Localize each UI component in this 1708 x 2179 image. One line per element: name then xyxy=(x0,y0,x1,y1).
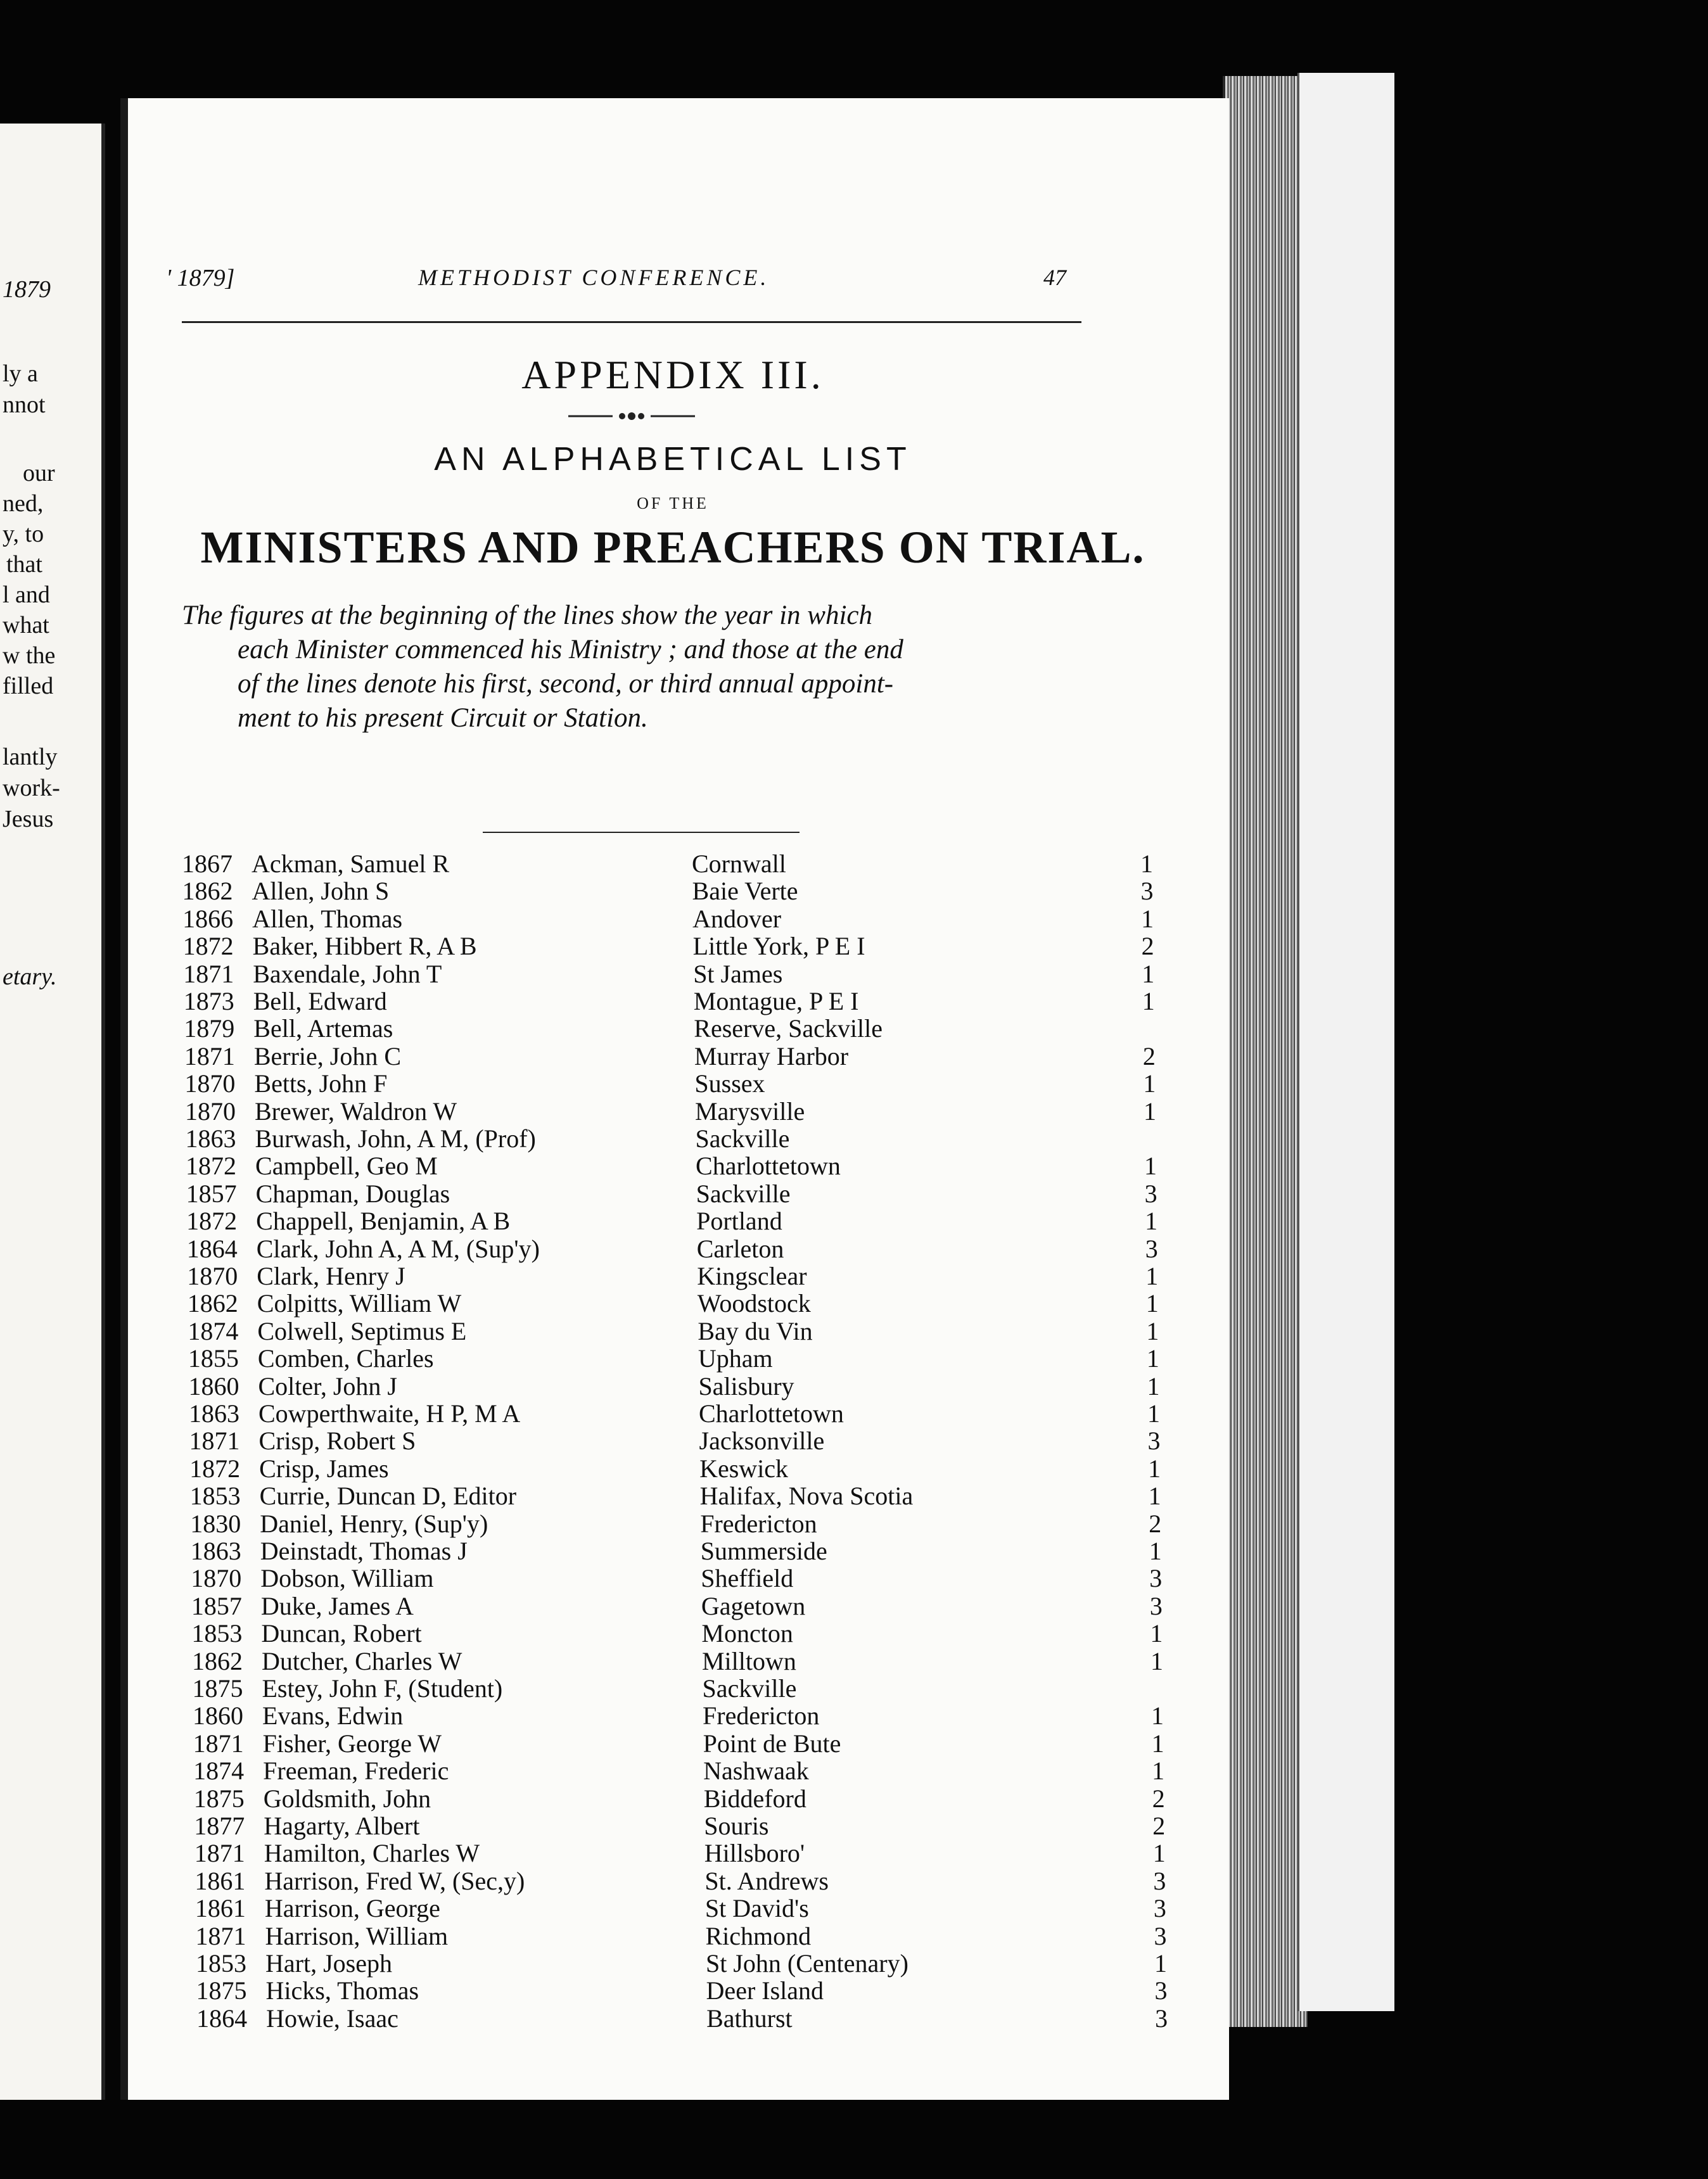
entry-name: Allen, Thomas xyxy=(252,904,403,933)
list-item xyxy=(191,1563,1179,1591)
entry-place: Salisbury xyxy=(698,1371,794,1401)
entry-name: Estey, John F, (Student) xyxy=(262,1674,503,1703)
entry-year: 1872 xyxy=(182,932,234,961)
entry-appointment-number: 1 xyxy=(1146,1316,1159,1345)
list-item xyxy=(195,1893,1183,1921)
entry-name: Colwell, Septimus E xyxy=(257,1316,467,1345)
entry-place: Deer Island xyxy=(706,1976,824,2005)
list-item xyxy=(185,1096,1173,1124)
entry-year: 1861 xyxy=(194,1866,246,1895)
left-page-fragment: work- xyxy=(3,775,60,801)
entry-place: Murray Harbor xyxy=(694,1041,849,1070)
entry-name: Bell, Artemas xyxy=(253,1014,393,1043)
list-item xyxy=(186,1124,1174,1151)
entry-year: 1863 xyxy=(190,1537,241,1565)
intro-line: The figures at the beginning of the lines show the year in which xyxy=(182,600,873,630)
list-item xyxy=(188,1344,1176,1371)
list-item xyxy=(186,1206,1175,1236)
intro-line: of the lines denote his first, second, or third annual appoint- xyxy=(238,669,894,699)
entry-year: 1871 xyxy=(189,1426,240,1456)
left-page-fragment: what xyxy=(3,612,49,638)
entry-name: Brewer, Waldron W xyxy=(254,1096,457,1126)
list-item xyxy=(184,1069,1173,1096)
entry-year: 1862 xyxy=(191,1646,243,1675)
entry-appointment-number: 1 xyxy=(1141,904,1154,933)
list-item xyxy=(189,1454,1178,1481)
entry-name: Dutcher, Charles W xyxy=(261,1646,462,1675)
of-the-line: OF THE xyxy=(637,494,709,512)
entry-appointment-number: 1 xyxy=(1148,1482,1161,1511)
entry-appointment-number: 3 xyxy=(1153,1866,1166,1895)
list-item xyxy=(196,1948,1184,1976)
entry-name: Hamilton, Charles W xyxy=(264,1839,480,1868)
entry-name: Dobson, William xyxy=(260,1564,434,1593)
list-item xyxy=(194,1811,1182,1838)
entry-place: Bathurst xyxy=(706,2004,793,2033)
entry-name: Crisp, Robert S xyxy=(258,1426,416,1456)
entry-appointment-number: 1 xyxy=(1152,1757,1165,1786)
entry-place: Carleton xyxy=(696,1234,784,1263)
entry-name: Ackman, Samuel R xyxy=(252,849,450,878)
entry-place: Andover xyxy=(692,904,782,933)
list-subtitle: AN ALPHABETICAL LIST xyxy=(434,441,912,478)
entry-appointment-number: 1 xyxy=(1144,1152,1157,1181)
entry-place: Nashwaak xyxy=(703,1757,809,1786)
entry-appointment-number: 3 xyxy=(1149,1591,1163,1620)
entry-year: 1862 xyxy=(187,1289,238,1318)
list-item xyxy=(187,1261,1175,1288)
entry-year: 1870 xyxy=(184,1069,236,1098)
list-item xyxy=(196,2004,1185,2031)
entry-place: Sackville xyxy=(696,1179,791,1208)
entry-appointment-number: 1 xyxy=(1146,1344,1159,1373)
entry-appointment-number: 1 xyxy=(1154,1949,1167,1978)
entry-name: Burwash, John, A M, (Prof) xyxy=(255,1124,536,1153)
list-item xyxy=(189,1481,1178,1511)
entry-name: Duke, James A xyxy=(260,1591,414,1620)
list-item xyxy=(193,1729,1182,1756)
list-item xyxy=(193,1701,1181,1731)
list-item xyxy=(182,931,1171,961)
entry-name: Crisp, James xyxy=(259,1454,389,1483)
entry-year: 1853 xyxy=(189,1482,241,1511)
list-item xyxy=(184,986,1172,1013)
intro-rule xyxy=(483,832,800,833)
entry-place: Upham xyxy=(698,1344,773,1373)
entry-name: Harrison, Fred W, (Sec,y) xyxy=(264,1866,525,1895)
entry-name: Comben, Charles xyxy=(257,1344,434,1373)
entry-year: 1862 xyxy=(182,877,233,906)
entry-name: Colpitts, William W xyxy=(257,1289,462,1318)
entry-place: Woodstock xyxy=(697,1289,811,1318)
list-item xyxy=(184,1041,1173,1069)
entry-place: Fredericton xyxy=(703,1701,820,1731)
entry-name: Hicks, Thomas xyxy=(265,1976,419,2005)
list-item xyxy=(182,904,1171,931)
list-item xyxy=(189,1399,1177,1426)
entry-year: 1861 xyxy=(194,1894,246,1923)
list-item xyxy=(190,1509,1178,1536)
entry-name: Baker, Hibbert R, A B xyxy=(252,932,477,961)
entry-year: 1875 xyxy=(196,1976,247,2005)
entry-year: 1870 xyxy=(187,1262,238,1290)
entry-appointment-number: 3 xyxy=(1153,1894,1166,1923)
entry-place: Halifax, Nova Scotia xyxy=(699,1482,914,1511)
entry-name: Chapman, Douglas xyxy=(255,1179,450,1208)
list-item xyxy=(193,1674,1181,1701)
entry-place: Souris xyxy=(704,1812,769,1840)
entry-year: 1872 xyxy=(186,1207,238,1236)
entry-name: Harrison, George xyxy=(264,1894,440,1923)
entry-name: Colter, John J xyxy=(258,1371,397,1401)
entry-place: St David's xyxy=(704,1894,809,1923)
entry-place: Fredericton xyxy=(700,1509,817,1538)
entry-appointment-number: 1 xyxy=(1150,1646,1163,1675)
list-item xyxy=(188,1316,1176,1344)
entry-place: Cornwall xyxy=(692,849,786,878)
entry-appointment-number: 3 xyxy=(1154,1921,1167,1950)
entry-appointment-number: 1 xyxy=(1142,987,1155,1015)
entry-year: 1874 xyxy=(193,1757,245,1786)
header-rule xyxy=(182,321,1081,323)
entry-place: Milltown xyxy=(701,1646,796,1675)
left-page-fragment: w the xyxy=(3,642,56,669)
entry-appointment-number: 1 xyxy=(1143,1069,1156,1098)
entry-year: 1871 xyxy=(194,1839,245,1868)
list-item xyxy=(191,1536,1179,1563)
left-page-fragment: that xyxy=(6,551,42,578)
page-number: 47 xyxy=(1043,265,1066,290)
entry-place: Marysville xyxy=(694,1096,805,1126)
entry-appointment-number: 3 xyxy=(1140,877,1154,906)
list-item xyxy=(194,1866,1183,1893)
entry-name: Duncan, Robert xyxy=(261,1619,422,1648)
list-item xyxy=(191,1591,1180,1618)
entry-name: Freeman, Frederic xyxy=(263,1757,449,1786)
entry-name: Currie, Duncan D, Editor xyxy=(259,1482,517,1511)
header-year: ' 1879] xyxy=(166,265,235,291)
entry-year: 1863 xyxy=(189,1399,239,1428)
entry-year: 1872 xyxy=(186,1152,237,1181)
entry-name: Campbell, Geo M xyxy=(255,1152,438,1181)
entry-year: 1855 xyxy=(188,1344,239,1373)
entry-name: Bell, Edward xyxy=(253,987,387,1015)
entry-appointment-number: 1 xyxy=(1147,1371,1160,1401)
entry-place: Kingsclear xyxy=(697,1262,807,1290)
left-page-fragment: y, to xyxy=(3,521,44,547)
entry-year: 1872 xyxy=(189,1454,241,1483)
list-item xyxy=(195,1921,1183,1948)
left-page-fragment: our xyxy=(23,460,55,486)
entry-appointment-number: 1 xyxy=(1151,1701,1164,1731)
page-edges xyxy=(1223,76,1308,2027)
entry-appointment-number: 1 xyxy=(1149,1537,1162,1565)
entry-appointment-number: 1 xyxy=(1145,1207,1158,1236)
entry-place: Montague, P E I xyxy=(693,987,859,1015)
left-page-fragment: nnot xyxy=(3,391,46,418)
entry-year: 1867 xyxy=(182,849,233,878)
left-page xyxy=(0,124,105,2100)
list-item xyxy=(194,1784,1182,1811)
entry-year: 1875 xyxy=(193,1784,245,1813)
entry-place: Portland xyxy=(696,1207,782,1236)
entry-appointment-number: 3 xyxy=(1144,1179,1157,1208)
list-item xyxy=(192,1646,1180,1674)
entry-appointment-number: 1 xyxy=(1140,849,1153,878)
entry-year: 1875 xyxy=(192,1674,243,1703)
entry-place: Summerside xyxy=(700,1537,827,1565)
entry-name: Berrie, John C xyxy=(253,1041,402,1070)
entry-year: 1874 xyxy=(188,1316,239,1345)
entry-place: Charlottetown xyxy=(699,1399,844,1428)
entry-name: Goldsmith, John xyxy=(263,1784,431,1813)
list-item xyxy=(193,1756,1182,1786)
left-page-fragment: ned, xyxy=(3,490,44,517)
list-item xyxy=(184,1013,1172,1041)
entry-appointment-number: 1 xyxy=(1150,1619,1163,1648)
main-title: MINISTERS AND PREACHERS ON TRIAL. xyxy=(200,522,1145,573)
entry-year: 1863 xyxy=(185,1124,236,1153)
entry-appointment-number: 3 xyxy=(1149,1564,1163,1593)
list-item xyxy=(194,1838,1183,1868)
entry-appointment-number: 2 xyxy=(1152,1812,1166,1840)
list-item xyxy=(188,1288,1176,1316)
entry-place: Bay du Vin xyxy=(698,1316,813,1345)
entry-place: Richmond xyxy=(705,1921,812,1950)
entry-place: Jacksonville xyxy=(699,1426,825,1456)
header-title: METHODIST CONFERENCE. xyxy=(418,265,770,290)
entry-year: 1871 xyxy=(183,959,234,988)
entry-name: Fisher, George W xyxy=(262,1729,442,1758)
entry-place: Biddeford xyxy=(703,1784,806,1813)
entry-place: Reserve, Sackville xyxy=(694,1014,883,1043)
left-page-fragment: l and xyxy=(3,581,50,608)
entry-appointment-number: 3 xyxy=(1147,1426,1161,1456)
entry-name: Chappell, Benjamin, A B xyxy=(256,1207,511,1236)
left-page-fragment: lantly xyxy=(3,744,58,770)
entry-appointment-number: 2 xyxy=(1141,932,1154,961)
entry-place: Gagetown xyxy=(701,1591,806,1620)
entry-appointment-number: 3 xyxy=(1155,2004,1168,2033)
left-page-fragment: 1879 xyxy=(3,276,51,303)
entry-year: 1879 xyxy=(184,1014,235,1043)
entry-appointment-number: 2 xyxy=(1149,1509,1162,1538)
entry-name: Hagarty, Albert xyxy=(264,1812,420,1840)
entry-year: 1873 xyxy=(183,987,234,1015)
list-item xyxy=(187,1234,1175,1261)
entry-appointment-number: 1 xyxy=(1142,959,1155,988)
entry-year: 1870 xyxy=(184,1096,236,1126)
entry-name: Betts, John F xyxy=(254,1069,388,1098)
entry-year: 1857 xyxy=(191,1591,242,1620)
left-page-fragment: ly a xyxy=(3,360,38,387)
intro-line: ment to his present Circuit or Station. xyxy=(238,703,648,733)
entry-name: Harrison, William xyxy=(265,1921,449,1950)
entry-place: Hillsboro' xyxy=(704,1839,805,1868)
entry-place: Little York, P E I xyxy=(692,932,865,961)
running-header xyxy=(128,264,1229,302)
entry-name: Allen, John S xyxy=(252,877,390,906)
list-item xyxy=(191,1618,1180,1646)
entry-place: Baie Verte xyxy=(692,877,798,906)
entry-year: 1860 xyxy=(188,1371,239,1401)
entry-name: Daniel, Henry, (Sup'y) xyxy=(260,1509,488,1538)
entry-year: 1864 xyxy=(196,2004,248,2033)
entry-name: Howie, Isaac xyxy=(266,2004,398,2033)
entry-appointment-number: 1 xyxy=(1148,1454,1161,1483)
entry-place: Moncton xyxy=(701,1619,793,1648)
left-page-fragment: filled xyxy=(3,673,54,699)
left-page-fragment: Jesus xyxy=(3,806,54,832)
entry-year: 1860 xyxy=(193,1701,244,1731)
entry-year: 1870 xyxy=(191,1564,242,1593)
entry-year: 1871 xyxy=(193,1729,244,1758)
entry-place: Sackville xyxy=(702,1674,797,1703)
entry-year: 1853 xyxy=(191,1619,243,1648)
entry-year: 1864 xyxy=(186,1234,238,1263)
entry-place: Sussex xyxy=(694,1069,765,1098)
appendix-title: APPENDIX III. xyxy=(521,352,824,397)
intro-paragraph xyxy=(182,599,1081,735)
ornament-divider xyxy=(568,410,695,422)
back-flap xyxy=(1297,73,1394,2011)
list-item xyxy=(182,876,1171,906)
entry-appointment-number: 1 xyxy=(1151,1729,1164,1758)
list-item xyxy=(186,1151,1174,1181)
entry-place: St. Andrews xyxy=(704,1866,829,1895)
entry-appointment-number: 2 xyxy=(1152,1784,1165,1813)
entry-appointment-number: 1 xyxy=(1143,1096,1156,1126)
entry-appointment-number: 1 xyxy=(1145,1262,1159,1290)
entry-place: Keswick xyxy=(699,1454,789,1483)
entry-appointment-number: 2 xyxy=(1142,1041,1156,1070)
list-item xyxy=(196,1976,1185,2003)
entry-year: 1830 xyxy=(190,1509,241,1538)
entry-name: Cowperthwaite, H P, M A xyxy=(258,1399,521,1428)
entry-year: 1857 xyxy=(186,1179,237,1208)
entry-year: 1877 xyxy=(194,1812,245,1840)
entry-place: Sheffield xyxy=(701,1564,794,1593)
entry-year: 1853 xyxy=(196,1949,246,1978)
entry-year: 1871 xyxy=(195,1921,246,1950)
entry-appointment-number: 1 xyxy=(1147,1399,1160,1428)
entry-name: Clark, Henry J xyxy=(257,1262,405,1290)
entry-year: 1866 xyxy=(182,904,234,933)
list-item xyxy=(182,849,1170,876)
entry-place: Sackville xyxy=(695,1124,790,1153)
entry-place: Charlottetown xyxy=(696,1152,841,1181)
entry-name: Deinstadt, Thomas J xyxy=(260,1537,468,1565)
list-item xyxy=(189,1426,1178,1456)
entry-name: Baxendale, John T xyxy=(253,959,442,988)
document-page xyxy=(120,98,1229,2100)
entry-name: Clark, John A, A M, (Sup'y) xyxy=(256,1234,540,1263)
entry-appointment-number: 1 xyxy=(1145,1289,1159,1318)
list-item xyxy=(186,1179,1175,1206)
entry-appointment-number: 3 xyxy=(1154,1976,1168,2005)
entry-place: St James xyxy=(693,959,783,988)
entry-appointment-number: 1 xyxy=(1152,1839,1166,1868)
left-page-fragment: etary. xyxy=(3,963,57,990)
intro-line: each Minister commenced his Ministry ; and those at the end xyxy=(238,635,903,664)
entry-name: Evans, Edwin xyxy=(262,1701,404,1731)
entry-appointment-number: 3 xyxy=(1145,1234,1158,1263)
entry-year: 1871 xyxy=(184,1041,235,1070)
entry-place: Point de Bute xyxy=(703,1729,841,1758)
entry-name: Hart, Joseph xyxy=(265,1949,392,1978)
entry-place: St John (Centenary) xyxy=(706,1949,908,1978)
list-item xyxy=(188,1371,1176,1399)
list-item xyxy=(183,959,1171,986)
